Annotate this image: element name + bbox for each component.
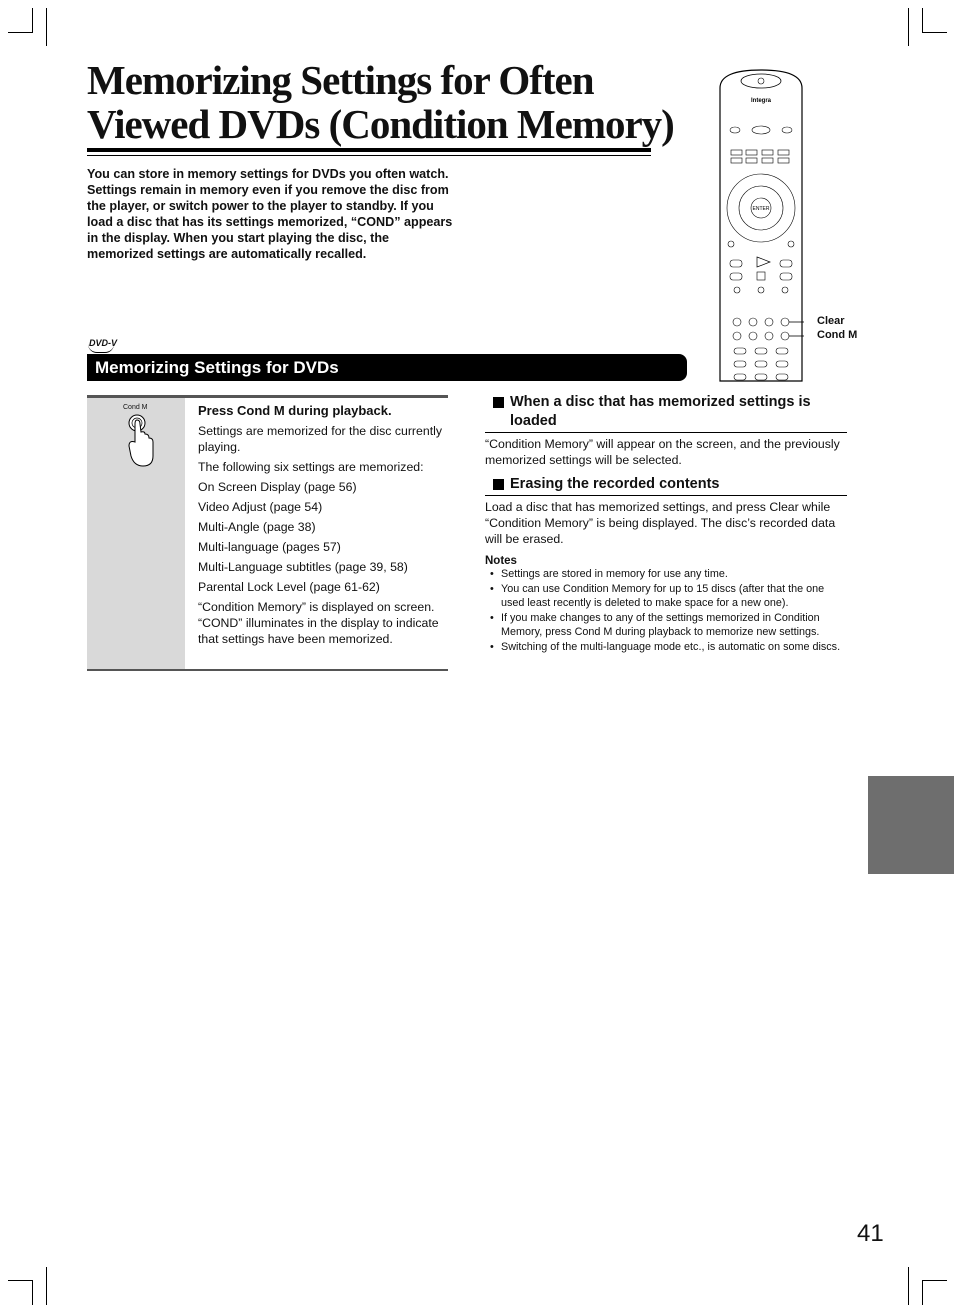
crop-mark <box>922 1281 923 1305</box>
subheading <box>485 475 847 496</box>
title-rule <box>87 148 651 152</box>
square-bullet-icon <box>493 479 504 490</box>
step-text: Settings are memorized for the disc currently playing. <box>198 424 442 454</box>
page-title: Memorizing Settings for Often Viewed DVDs (Condition Memory) <box>87 57 674 147</box>
step-icon-label: Cond M <box>123 404 148 411</box>
crop-mark <box>46 8 47 46</box>
crop-mark <box>46 1267 47 1305</box>
memorized-setting-item: Parental Lock Level (page 61-62) <box>198 580 380 594</box>
section-text: “Condition Memory” will appear on the screen, and the previously memorized settings will be selected. <box>485 437 840 467</box>
memorized-setting-item: Multi-Angle (page 38) <box>198 520 316 534</box>
memorized-setting-item: Multi-Language subtitles (page 39, 58) <box>198 560 408 574</box>
note-item: • Settings are stored in memory for use any time. <box>485 567 847 582</box>
crop-mark <box>32 8 33 32</box>
note-item: • If you make changes to any of the settings memorized in Condition Memory, press Cond M during playback to memorize new settings. <box>485 611 847 640</box>
subheading-text: When a disc that has memorized settings is loaded <box>510 394 811 429</box>
subheading <box>485 393 847 433</box>
square-bullet-icon <box>493 397 504 408</box>
erase-section <box>485 475 847 547</box>
crop-mark <box>922 8 923 32</box>
chapter-side-tab <box>868 776 954 874</box>
crop-mark <box>32 1281 33 1305</box>
remote-control-illustration <box>718 68 804 382</box>
step-text: “Condition Memory” is displayed on screen. “COND” illuminates in the display to indicate that settings have been memorized. <box>198 600 439 646</box>
section-heading-bar: Memorizing Settings for DVDs <box>87 354 687 381</box>
callout-clear: Clear <box>817 315 845 327</box>
crop-mark <box>8 1280 33 1281</box>
memorized-setting-item: On Screen Display (page 56) <box>198 480 357 494</box>
note-item: • Switching of the multi-language mode etc., is automatic on some discs. <box>485 640 847 655</box>
crop-mark <box>908 1267 909 1305</box>
notes-section <box>485 555 847 654</box>
memorized-section <box>485 393 847 468</box>
dvd-v-logo: DVD-V <box>89 338 118 348</box>
step-table <box>87 395 448 671</box>
title-rule <box>87 155 651 156</box>
memorized-setting-item: Video Adjust (page 54) <box>198 500 323 514</box>
remote-enter-label: ENTER <box>752 206 770 212</box>
step-icon-column <box>87 398 185 669</box>
memorized-setting-item: Multi-language (pages 57) <box>198 540 341 554</box>
crop-mark <box>908 8 909 46</box>
crop-mark <box>922 32 947 33</box>
section-text: Load a disc that has memorized settings, and press Clear while “Condition Memory” is being displayed. The disc’s recorded data will be erased. <box>485 500 836 546</box>
intro-paragraph: You can store in memory settings for DVDs you often watch. Settings remain in memory even if you remove the disc from the player, or switch power to the player to standby. If you load a disc that has its settings memorized, “COND” appears in the display. When you start playing the disc, the memorized settings are automatically recalled. <box>87 167 453 261</box>
notes-heading: Notes <box>485 555 517 567</box>
hand-press-icon <box>125 412 157 468</box>
note-item: • You can use Condition Memory for up to 15 discs (after that the one used least recently is deleted to make space for a new one). <box>485 582 847 611</box>
callout-cond-m: Cond M <box>817 329 858 341</box>
step-body <box>198 403 443 651</box>
crop-mark <box>8 32 33 33</box>
notes-list <box>485 567 847 654</box>
step-heading: Press Cond M during playback. <box>198 403 392 418</box>
dvd-logo-swoosh <box>88 344 114 353</box>
remote-brand: Integra <box>750 98 772 104</box>
page-number: 41 <box>857 1220 884 1247</box>
subheading-text: Erasing the recorded contents <box>510 476 720 492</box>
crop-mark <box>922 1280 947 1281</box>
step-text: The following six settings are memorized: <box>198 460 424 474</box>
